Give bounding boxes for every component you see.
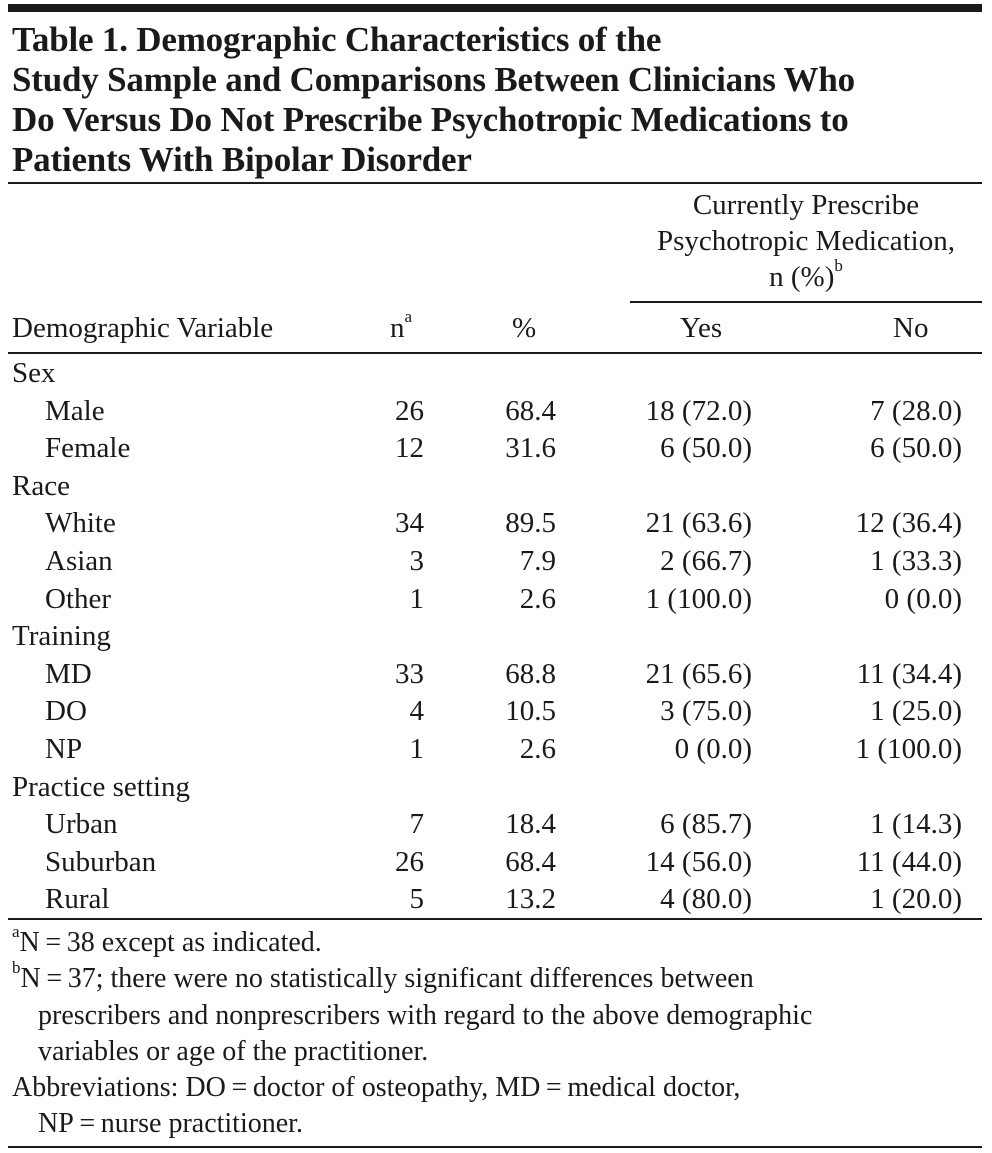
row-label: Urban	[45, 808, 118, 841]
cell-yes: 0 (0.0)	[674, 733, 752, 765]
row-label: MD	[45, 657, 92, 690]
cell-percent: 18.4	[505, 808, 556, 841]
cell-n: 26	[395, 394, 424, 427]
abbreviations-note: Abbreviations: DO = doctor of osteopathy, MD = medical doctor,	[12, 1072, 741, 1103]
group-label: Practice setting	[12, 770, 190, 803]
cell-no: 7 (28.0)	[870, 394, 962, 427]
cell-percent: 7.9	[519, 545, 556, 577]
column-group-header	[630, 187, 982, 295]
col-header-no: No	[893, 312, 929, 344]
row-label: DO	[45, 695, 87, 728]
col-header-n-text: n	[390, 312, 405, 344]
cell-no: 1 (33.3)	[870, 545, 962, 577]
footnote-a-text: N = 38 except as indicated.	[19, 927, 322, 958]
cell-no: 1 (25.0)	[870, 695, 962, 728]
cell-n: 3	[409, 545, 424, 577]
group-header-line-text: n (%)	[769, 261, 835, 293]
cell-n: 4	[409, 695, 424, 728]
cell-no: 1 (20.0)	[870, 883, 962, 916]
cell-no: 1 (100.0)	[855, 733, 962, 765]
cell-percent: 2.6	[519, 733, 556, 765]
cell-no: 11 (44.0)	[856, 845, 962, 878]
cell-percent: 68.4	[505, 394, 556, 427]
col-header-percent: %	[512, 312, 537, 344]
cell-no: 0 (0.0)	[884, 582, 962, 615]
footnote-b-continued: variables or age of the practitioner.	[38, 1036, 429, 1067]
row-label: Male	[45, 394, 105, 427]
cell-percent: 10.5	[505, 695, 556, 728]
cell-no: 1 (14.3)	[870, 808, 962, 841]
footnote-marker-a: a	[404, 307, 413, 327]
row-label: Suburban	[45, 845, 157, 878]
cell-yes: 1 (100.0)	[645, 582, 752, 615]
cell-yes: 18 (72.0)	[645, 394, 752, 427]
footnote-a	[12, 921, 322, 959]
bottom-rule	[8, 1146, 982, 1148]
row-label: Female	[45, 432, 131, 465]
footnote-marker-b: b	[834, 256, 843, 276]
group-header-rule	[630, 301, 982, 303]
cell-yes: 2 (66.7)	[660, 545, 752, 577]
footnote-mark-a: a	[12, 921, 20, 941]
group-label: Race	[12, 469, 70, 502]
cell-n: 26	[395, 845, 424, 878]
footnote-mark-b: b	[12, 957, 21, 977]
cell-percent: 89.5	[505, 507, 556, 540]
cell-n: 7	[409, 808, 424, 841]
group-header-line: Psychotropic Medication,	[656, 225, 955, 257]
row-label: White	[45, 507, 116, 540]
cell-n: 5	[409, 883, 424, 916]
cell-n: 33	[395, 657, 424, 690]
cell-n: 12	[395, 432, 424, 465]
cell-yes: 3 (75.0)	[660, 695, 752, 728]
cell-percent: 68.4	[505, 845, 556, 878]
group-label: Sex	[12, 357, 56, 389]
cell-n: 1	[409, 582, 424, 615]
title-bottom-rule	[8, 182, 982, 184]
footnote-b-text: N = 37; there were no statistically significant differences between	[20, 963, 754, 994]
cell-yes: 21 (63.6)	[645, 507, 752, 540]
title-line: Study Sample and Comparisons Between Clinicians Who	[12, 60, 855, 99]
cell-percent: 13.2	[505, 883, 556, 916]
row-label: Rural	[45, 883, 110, 916]
cell-yes: 6 (50.0)	[660, 432, 752, 465]
cell-yes: 6 (85.7)	[660, 808, 752, 841]
cell-n: 1	[409, 733, 424, 765]
cell-percent: 2.6	[519, 582, 556, 615]
group-header-line: Currently Prescribe	[692, 189, 920, 221]
group-header-line	[630, 256, 982, 295]
table-bottom-rule	[8, 918, 982, 920]
col-header-yes: Yes	[680, 312, 723, 344]
cell-yes: 4 (80.0)	[660, 883, 752, 916]
group-label: Training	[12, 620, 111, 653]
title-line: Patients With Bipolar Disorder	[12, 140, 472, 179]
cell-percent: 68.8	[505, 657, 556, 690]
abbreviations-note-continued: NP = nurse practitioner.	[38, 1108, 303, 1139]
row-label: Other	[45, 582, 112, 615]
table-title	[12, 20, 972, 180]
cell-yes: 21 (65.6)	[645, 657, 752, 690]
header-bottom-rule	[8, 352, 982, 354]
footnote-b	[12, 957, 754, 995]
cell-n: 34	[395, 507, 424, 540]
cell-no: 6 (50.0)	[870, 432, 962, 465]
cell-no: 11 (34.4)	[856, 657, 962, 690]
footnote-b-continued: prescribers and nonprescribers with regard to the above demographic	[38, 1000, 813, 1031]
col-header-n	[390, 307, 413, 346]
row-label: Asian	[45, 545, 113, 577]
cell-yes: 14 (56.0)	[645, 845, 752, 878]
title-line: Do Versus Do Not Prescribe Psychotropic Medications to	[12, 100, 849, 139]
top-thick-rule	[8, 4, 982, 12]
col-header-variable: Demographic Variable	[12, 312, 274, 344]
cell-percent: 31.6	[505, 432, 556, 465]
cell-no: 12 (36.4)	[855, 507, 962, 540]
title-line: Table 1. Demographic Characteristics of the	[12, 20, 662, 59]
row-label: NP	[45, 733, 83, 765]
